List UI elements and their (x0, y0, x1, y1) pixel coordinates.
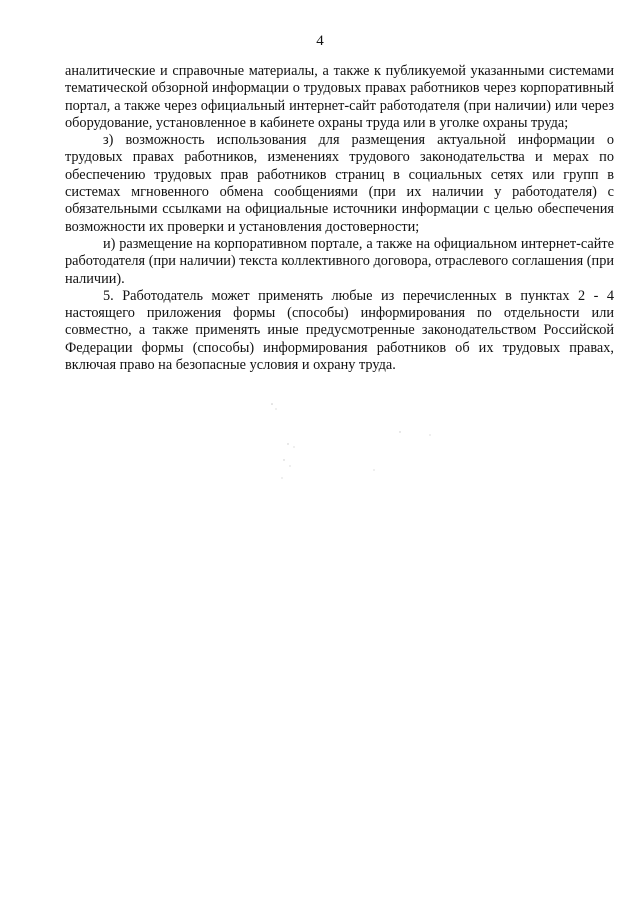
speck (271, 403, 273, 405)
scan-specks (260, 400, 440, 490)
speck (275, 408, 276, 409)
paragraph-item-z: з) возможность использования для размещения актуальной информации о трудовых правах работников, изменениях трудового законодательства и мерах по обеспечению трудовых прав работников страниц в социальных сетях или групп в системах мгновенного обмена сообщениями (при их наличии у работодателя) с обязательными ссылками на официальные источники информации с целью обеспечения возможности их проверки и установления достоверности; (65, 132, 614, 235)
speck (399, 431, 400, 432)
speck (287, 443, 288, 444)
speck (283, 459, 284, 460)
page-number: 4 (316, 33, 324, 49)
speck (429, 434, 430, 435)
paragraph-point-5: 5. Работодатель может применять любые из перечисленных в пунктах 2 - 4 настоящего приложения формы (способы) информирования по отдельности или совместно, а также применять иные предусмотренные законодательством Российской Федерации формы (способы) информирования работников об их трудовых правах, включая право на безопасные условия и охрану труда. (65, 287, 614, 374)
speck (373, 469, 374, 470)
document-body (65, 63, 614, 374)
speck (289, 465, 290, 466)
speck (281, 477, 282, 478)
speck (293, 446, 294, 447)
paragraph-continuation: аналитические и справочные материалы, а также к публикуемой указанными системами тематической обзорной информации о трудовых правах работников через корпоративный портал, а также через официальный интернет-сайт работодателя (при наличии) или через оборудование, установленное в кабинете охраны труда или в уголке охраны труда; (65, 63, 614, 131)
paragraph-item-i: и) размещение на корпоративном портале, а также на официальном интернет-сайте работодателя (при наличии) текста коллективного договора, отраслевого соглашения (при наличии). (65, 235, 614, 287)
